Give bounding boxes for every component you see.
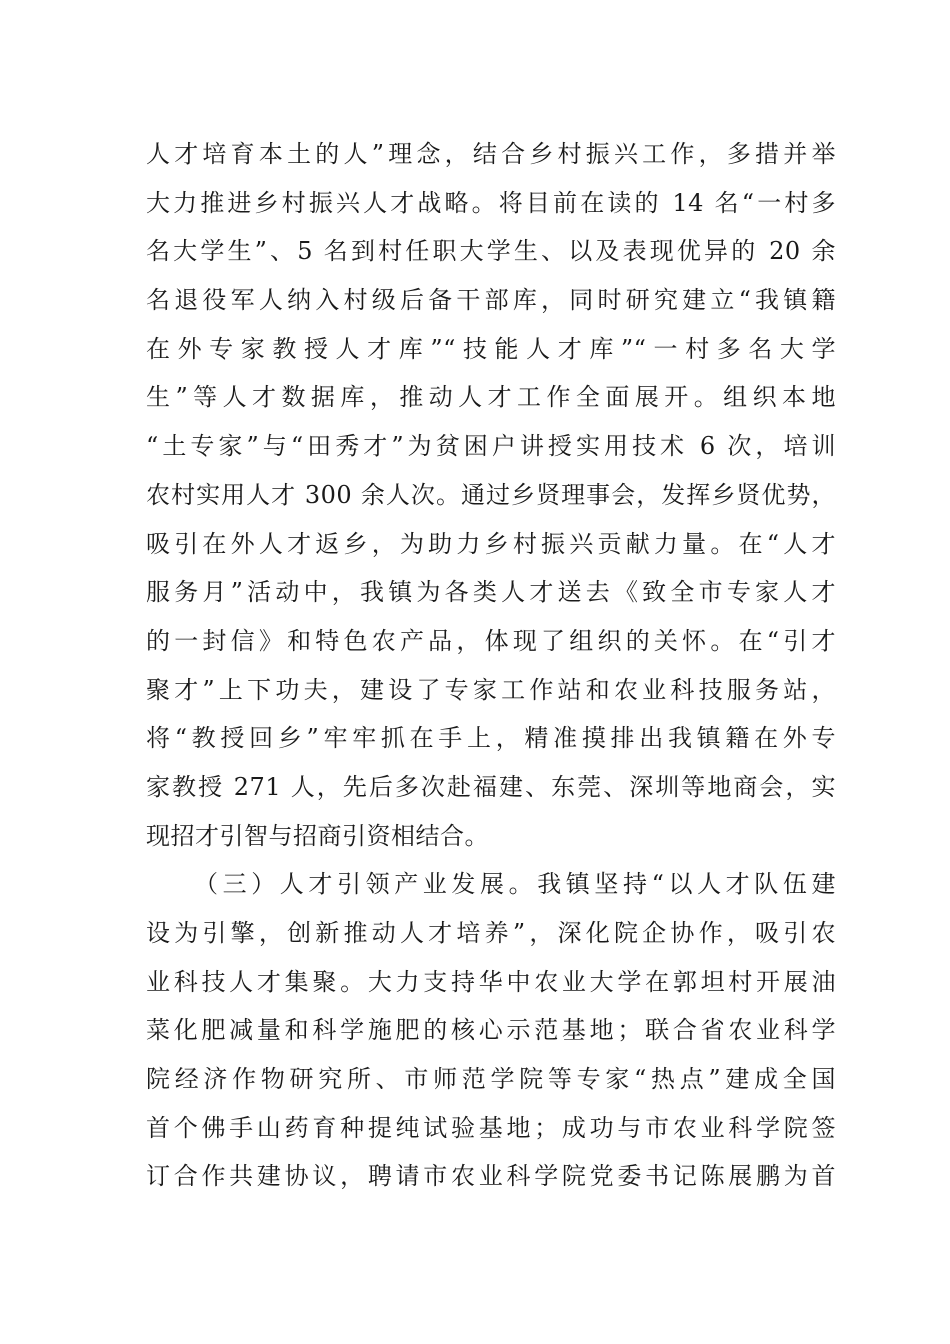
text-line: 院经济作物研究所、市师范学院等专家“热点”建成全国 (146, 1065, 836, 1094)
text-line: 菜化肥减量和科学施肥的核心示范基地；联合省农业科学 (146, 1016, 836, 1045)
text-line: “土专家”与“田秀才”为贫困户讲授实用技术 6 次，培训 (146, 432, 836, 461)
text-line-paragraph-end: 现招才引智与招商引资相结合。 (146, 821, 489, 850)
text-line: 业科技人才集聚。大力支持华中农业大学在郭坦村开展油 (146, 967, 836, 996)
text-line: 吸引在外人才返乡，为助力乡村振兴贡献力量。在“人才 (146, 529, 836, 558)
text-line: 人才培育本土的人”理念，结合乡村振兴工作，多措并举 (146, 140, 836, 168)
text-line: 将“教授回乡”牢牢抓在手上，精准摸排出我镇籍在外专 (146, 724, 836, 753)
text-line: 生”等人才数据库，推动人才工作全面展开。组织本地 (146, 383, 836, 412)
text-line: 名大学生”、5 名到村任职大学生、以及表现优异的 20 余 (146, 237, 836, 266)
text-line: 的一封信》和特色农产品，体现了组织的关怀。在“引才 (146, 626, 836, 655)
body-text (146, 130, 836, 1201)
text-line: 服务月”活动中，我镇为各类人才送去《致全市专家人才 (146, 578, 836, 607)
text-line: 聚才”上下功夫，建设了专家工作站和农业科技服务站， (146, 675, 836, 704)
text-line: 订合作共建协议，聘请市农业科学院党委书记陈展鹏为首 (146, 1162, 836, 1191)
text-line: 家教授 271 人，先后多次赴福建、东莞、深圳等地商会，实 (146, 772, 836, 801)
text-line: 在外专家教授人才库”“技能人才库”“一村多名大学 (146, 334, 836, 363)
text-line: 大力推进乡村振兴人才战略。将目前在读的 14 名“一村多 (146, 188, 836, 217)
text-line: 名退役军人纳入村级后备干部库，同时研究建立“我镇籍 (146, 286, 836, 315)
text-line: 设为引擎，创新推动人才培养”，深化院企协作，吸引农 (146, 919, 836, 947)
text-line: 农村实用人才 300 余人次。通过乡贤理事会，发挥乡贤优势， (146, 480, 836, 509)
text-line-paragraph-start: （三）人才引领产业发展。我镇坚持“以人才队伍建 (194, 870, 836, 899)
text-line: 首个佛手山药育种提纯试验基地；成功与市农业科学院签 (146, 1113, 836, 1142)
